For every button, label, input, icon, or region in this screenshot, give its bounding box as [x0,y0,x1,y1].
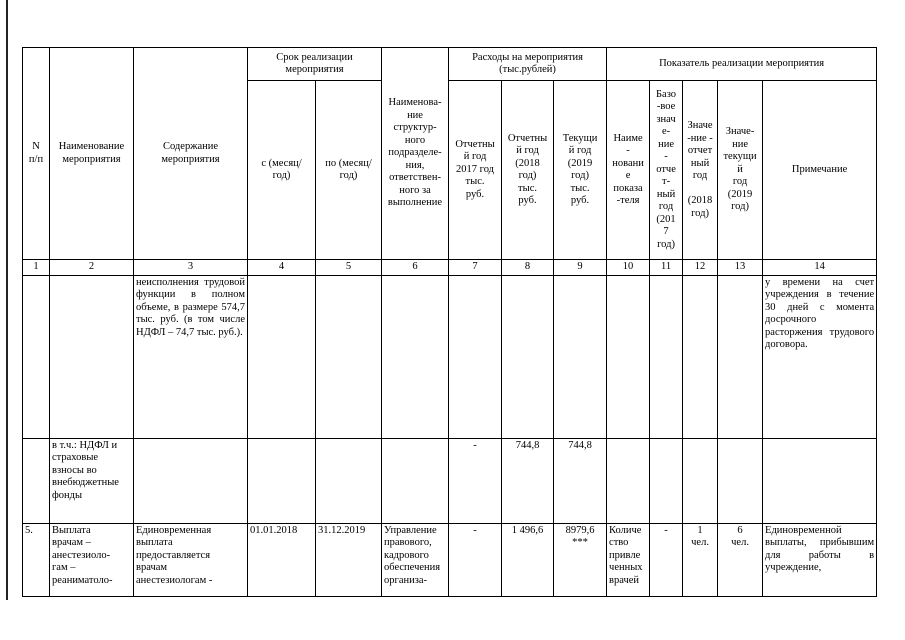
header-period-to: по (месяц/ год) [316,81,382,260]
cell-number: 5. [23,523,50,596]
measures-table [22,47,877,597]
cell-indicator-current [718,438,763,523]
cell-measure-content [134,438,248,523]
header-indicator-report: Значе -ние - отчет ный год (2018 год) [683,81,718,260]
column-number: 3 [134,260,248,276]
table-row [23,275,877,438]
cell-number [23,438,50,523]
cell-expenses-2018 [502,275,554,438]
cell-indicator-current [718,275,763,438]
cell-period-from [248,275,316,438]
cell-expenses-2019: 744,8 [554,438,607,523]
cell-responsible-unit [382,438,449,523]
cell-measure-content: Единовременная выплата предоставляется врачам анестезиологам - [134,523,248,596]
cell-indicator-current: 6 чел. [718,523,763,596]
cell-indicator-base: - [650,523,683,596]
cell-expenses-2018: 744,8 [502,438,554,523]
cell-period-to: 31.12.2019 [316,523,382,596]
column-number: 8 [502,260,554,276]
column-number: 7 [449,260,502,276]
column-number: 1 [23,260,50,276]
cell-expenses-2018: 1 496,6 [502,523,554,596]
cell-note [763,438,877,523]
page-edge-line [6,0,8,600]
header-expenses-group: Расходы на мероприятия (тыс.рублей) [449,48,607,81]
header-period-from: с (месяц/ год) [248,81,316,260]
cell-expenses-2017 [449,275,502,438]
column-number: 14 [763,260,877,276]
cell-expenses-2019: 8979,6 *** [554,523,607,596]
cell-indicator-name [607,438,650,523]
header-expenses-2019: Текущи й год (2019 год) тыс. руб. [554,81,607,260]
header-measure-content: Содержание мероприятия [134,48,248,260]
column-number: 13 [718,260,763,276]
header-indicator-base: Базо -вое знач е- ние - отче т- ный год (201 7 год) [650,81,683,260]
column-numbers-row [23,260,877,276]
cell-period-to [316,438,382,523]
cell-measure-name [50,275,134,438]
cell-number [23,275,50,438]
cell-note: Единовременной выплаты, прибывшим для работы в учреждение, [763,523,877,596]
column-number: 9 [554,260,607,276]
cell-indicator-report [683,438,718,523]
cell-note: у времени на счет учреждения в течение 30 дней с момента досрочного расторжения трудового договора. [763,275,877,438]
header-indicator-name: Наиме - новани е показа -теля [607,81,650,260]
header-period-group: Срок реализации мероприятия [248,48,382,81]
column-number: 11 [650,260,683,276]
header-indicator-group: Показатель реализации мероприятия [607,48,877,81]
column-number: 6 [382,260,449,276]
cell-expenses-2017: - [449,438,502,523]
header-responsible-unit: Наименова- ние структур- ного подразделе- ния, ответствен- ного за выполнение [382,48,449,260]
cell-responsible-unit: Управление правового, кадрового обеспечения организа- [382,523,449,596]
column-number: 4 [248,260,316,276]
header-row-1 [23,48,877,81]
column-number: 10 [607,260,650,276]
cell-measure-content: неисполнения трудовой функции в полном объеме, в размере 574,7 тыс. руб. (в том числе НДФЛ – 74,7 тыс. руб.). [134,275,248,438]
cell-period-from [248,438,316,523]
table-row [23,523,877,596]
header-number: N п/п [23,48,50,260]
cell-indicator-base [650,275,683,438]
header-indicator-current: Значе- ние текущи й год (2019 год) [718,81,763,260]
column-number: 12 [683,260,718,276]
cell-indicator-base [650,438,683,523]
header-expenses-2017: Отчетны й год 2017 год тыс. руб. [449,81,502,260]
cell-measure-name: Выплата врачам – анестезиоло- гам – реаниматоло- [50,523,134,596]
header-note: Примечание [763,81,877,260]
cell-indicator-report [683,275,718,438]
cell-period-to [316,275,382,438]
table-row [23,438,877,523]
cell-expenses-2019 [554,275,607,438]
header-measure-name: Наименование мероприятия [50,48,134,260]
cell-period-from: 01.01.2018 [248,523,316,596]
cell-responsible-unit [382,275,449,438]
cell-indicator-report: 1 чел. [683,523,718,596]
cell-measure-name: в т.ч.: НДФЛ и страховые взносы во внебюджетные фонды [50,438,134,523]
header-expenses-2018: Отчетны й год (2018 год) тыс. руб. [502,81,554,260]
column-number: 5 [316,260,382,276]
cell-expenses-2017: - [449,523,502,596]
column-number: 2 [50,260,134,276]
cell-indicator-name: Количе ство привле ченных врачей [607,523,650,596]
cell-indicator-name [607,275,650,438]
